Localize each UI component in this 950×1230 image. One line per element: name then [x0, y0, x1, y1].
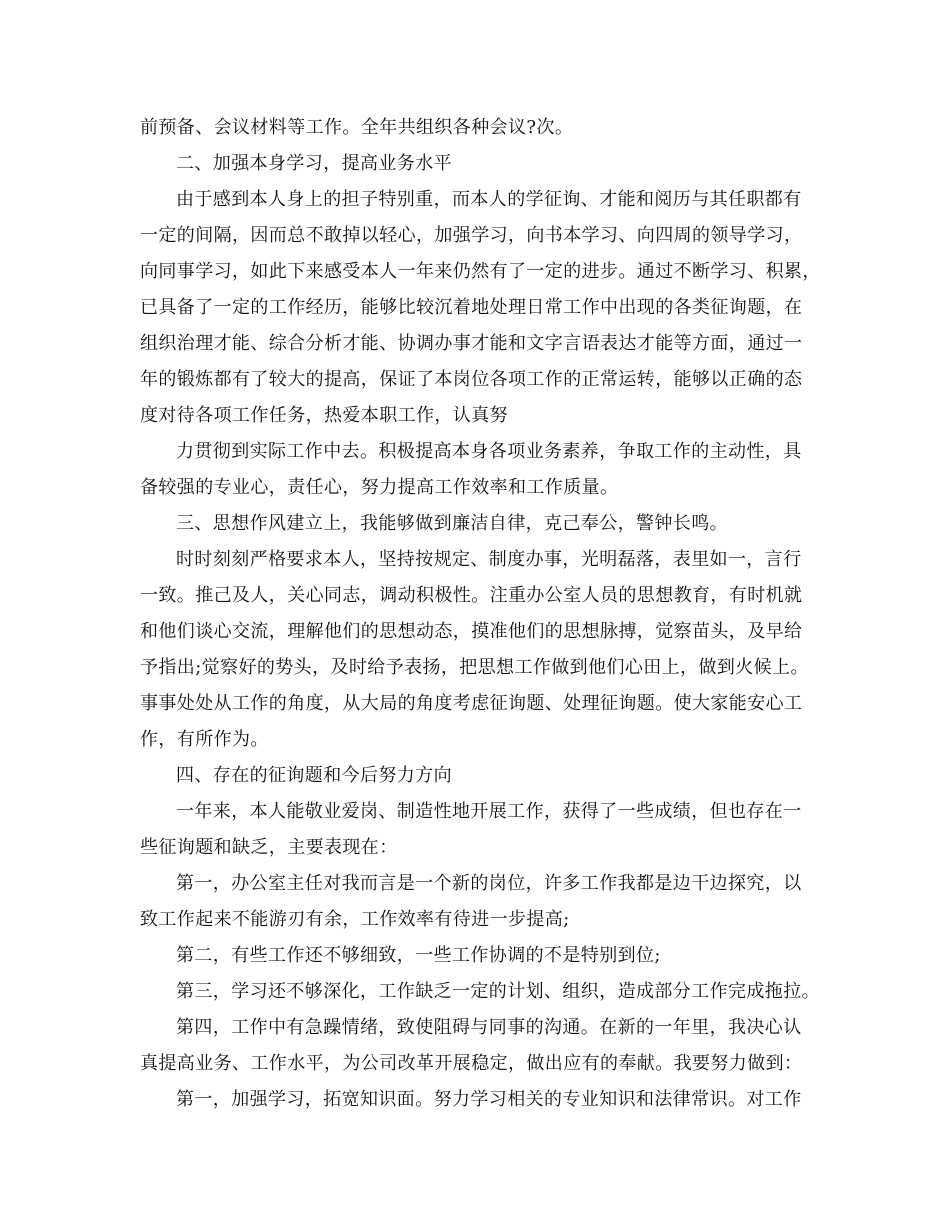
text-line: 些征询题和缺乏，主要表现在：: [140, 837, 398, 858]
text-line: 事事处处从工作的角度，从大局的角度考虑征询题、处理征询题。使大家能安心工: [140, 693, 803, 714]
list-item: 第一，加强学习，拓宽知识面。努力学习相关的专业知识和法律常识。对工作: [176, 1089, 802, 1110]
text-line: 时时刻刻严格要求本人，坚持按规定、制度办事，光明磊落，表里如一，言行: [176, 549, 802, 570]
text-line: 已具备了一定的工作经历，能够比较沉着地处理日常工作中出现的各类征询题，在: [140, 297, 803, 318]
list-item: 第四，工作中有急躁情绪，致使阻碍与同事的沟通。在新的一年里，我决心认: [176, 1017, 802, 1038]
text-line: 致工作起来不能游刃有余，工作效率有待进一步提高;: [140, 909, 570, 930]
section-heading: 四、存在的征询题和今后努力方向: [176, 765, 452, 786]
text-line: 年的锻炼都有了较大的提高，保证了本岗位各项工作的正常运转，能够以正确的态: [140, 369, 803, 390]
section-heading: 三、思想作风建立上，我能够做到廉洁自律，克己奉公，警钟长鸣。: [176, 513, 728, 534]
list-item: 第二，有些工作还不够细致，一些工作协调的不是特别到位;: [176, 945, 661, 966]
text-line: 一致。推己及人，关心同志，调动积极性。注重办公室人员的思想教育，有时机就: [140, 585, 803, 606]
list-item: 第一，办公室主任对我而言是一个新的岗位，许多工作我都是边干边探究，以: [176, 873, 802, 894]
text-line: 力贯彻到实际工作中去。积极提高本身各项业务素养，争取工作的主动性，具: [176, 441, 802, 462]
text-line: 组织治理才能、综合分析才能、协调办事才能和文字言语表达才能等方面，通过一: [140, 333, 803, 354]
document-body: [140, 110, 820, 1118]
text-line: 备较强的专业心，责任心，努力提高工作效率和工作质量。: [140, 477, 619, 498]
text-line: 和他们谈心交流，理解他们的思想动态，摸准他们的思想脉搏，觉察苗头，及早给: [140, 621, 803, 642]
text-line: 真提高业务、工作水平，为公司改革开展稳定，做出应有的奉献。我要努力做到：: [140, 1053, 803, 1074]
text-line: 一定的间隔，因而总不敢掉以轻心，加强学习，向书本学习、向四周的领导学习，: [140, 225, 803, 246]
text-line: 一年来，本人能敬业爱岗、制造性地开展工作，获得了一些成绩，但也存在一: [176, 801, 802, 822]
text-line: 向同事学习，如此下来感受本人一年来仍然有了一定的进步。通过不断学习、积累，: [140, 261, 821, 282]
text-line: 度对待各项工作任务，热爱本职工作，认真努: [140, 405, 508, 426]
list-item: 第三，学习还不够深化，工作缺乏一定的计划、组织，造成部分工作完成拖拉。: [176, 981, 820, 1002]
section-heading: 二、加强本身学习，提高业务水平: [176, 153, 452, 174]
text-line: 予指出;觉察好的势头，及时给予表扬，把思想工作做到他们心田上，做到火候上。: [140, 657, 809, 678]
text-line: 由于感到本人身上的担子特别重，而本人的学征询、才能和阅历与其任职都有: [176, 189, 802, 210]
text-line: 前预备、会议材料等工作。全年共组织各种会议?次。: [140, 117, 574, 138]
text-line: 作，有所作为。: [140, 729, 269, 750]
